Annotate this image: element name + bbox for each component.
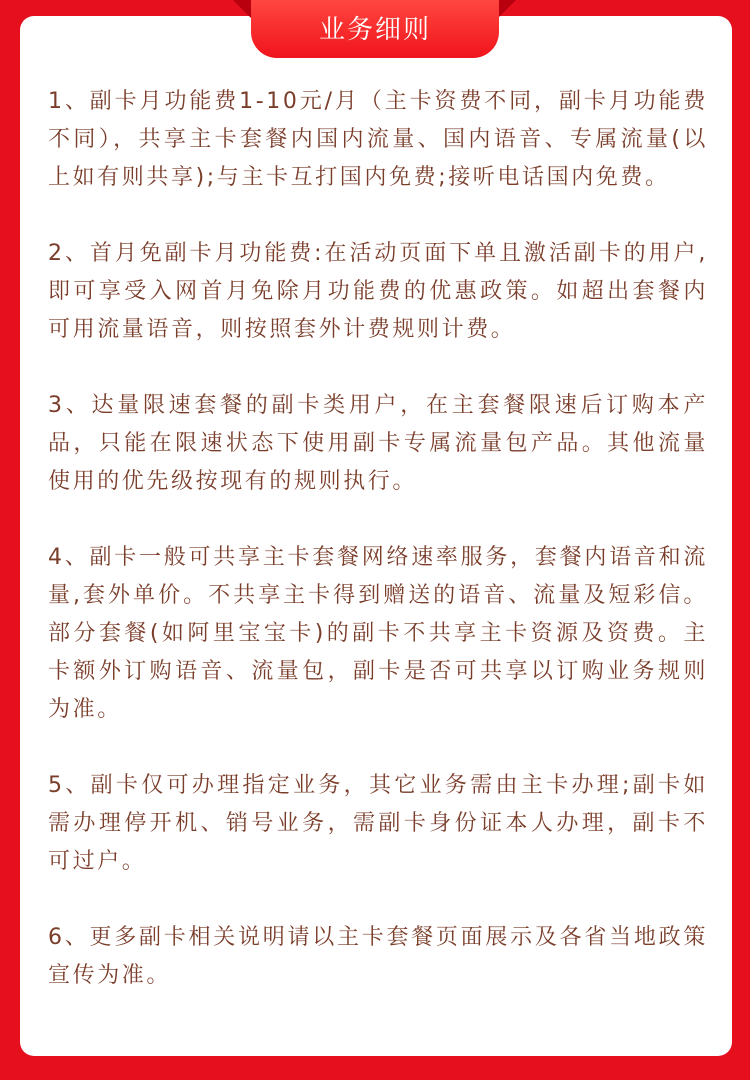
rule-item-1: 1、副卡月功能费1-10元/月（主卡资费不同，副卡月功能费不同），共享主卡套餐内国内流量、国内语音、专属流量(以上如有则共享);与主卡互打国内免费;接听电话国内免费。 <box>48 89 708 190</box>
rule-item-4: 4、副卡一般可共享主卡套餐网络速率服务，套餐内语音和流量,套外单价。不共享主卡得到赠送的语音、流量及短彩信。部分套餐(如阿里宝宝卡)的副卡不共享主卡资源及资费。主卡额外订购语音、流量包，副卡是否可共享以订购业务规则为准。 <box>48 545 708 722</box>
page-title: 业务细则 <box>318 14 431 45</box>
header-tab <box>251 0 499 58</box>
rule-item-5: 5、副卡仅可办理指定业务，其它业务需由主卡办理;副卡如需办理停开机、销号业务，需副卡身份证本人办理，副卡不可过户。 <box>48 773 708 874</box>
rule-item-3: 3、达量限速套餐的副卡类用户，在主套餐限速后订购本产品，只能在限速状态下使用副卡专属流量包产品。其他流量使用的优先级按现有的规则执行。 <box>48 393 708 494</box>
rules-list <box>48 83 708 1033</box>
rule-item-6: 6、更多副卡相关说明请以主卡套餐页面展示及各省当地政策宣传为准。 <box>48 925 708 988</box>
rule-item-2: 2、首月免副卡月功能费:在活动页面下单且激活副卡的用户,即可享受入网首月免除月功能费的优惠政策。如超出套餐内可用流量语音，则按照套外计费规则计费。 <box>48 241 708 342</box>
